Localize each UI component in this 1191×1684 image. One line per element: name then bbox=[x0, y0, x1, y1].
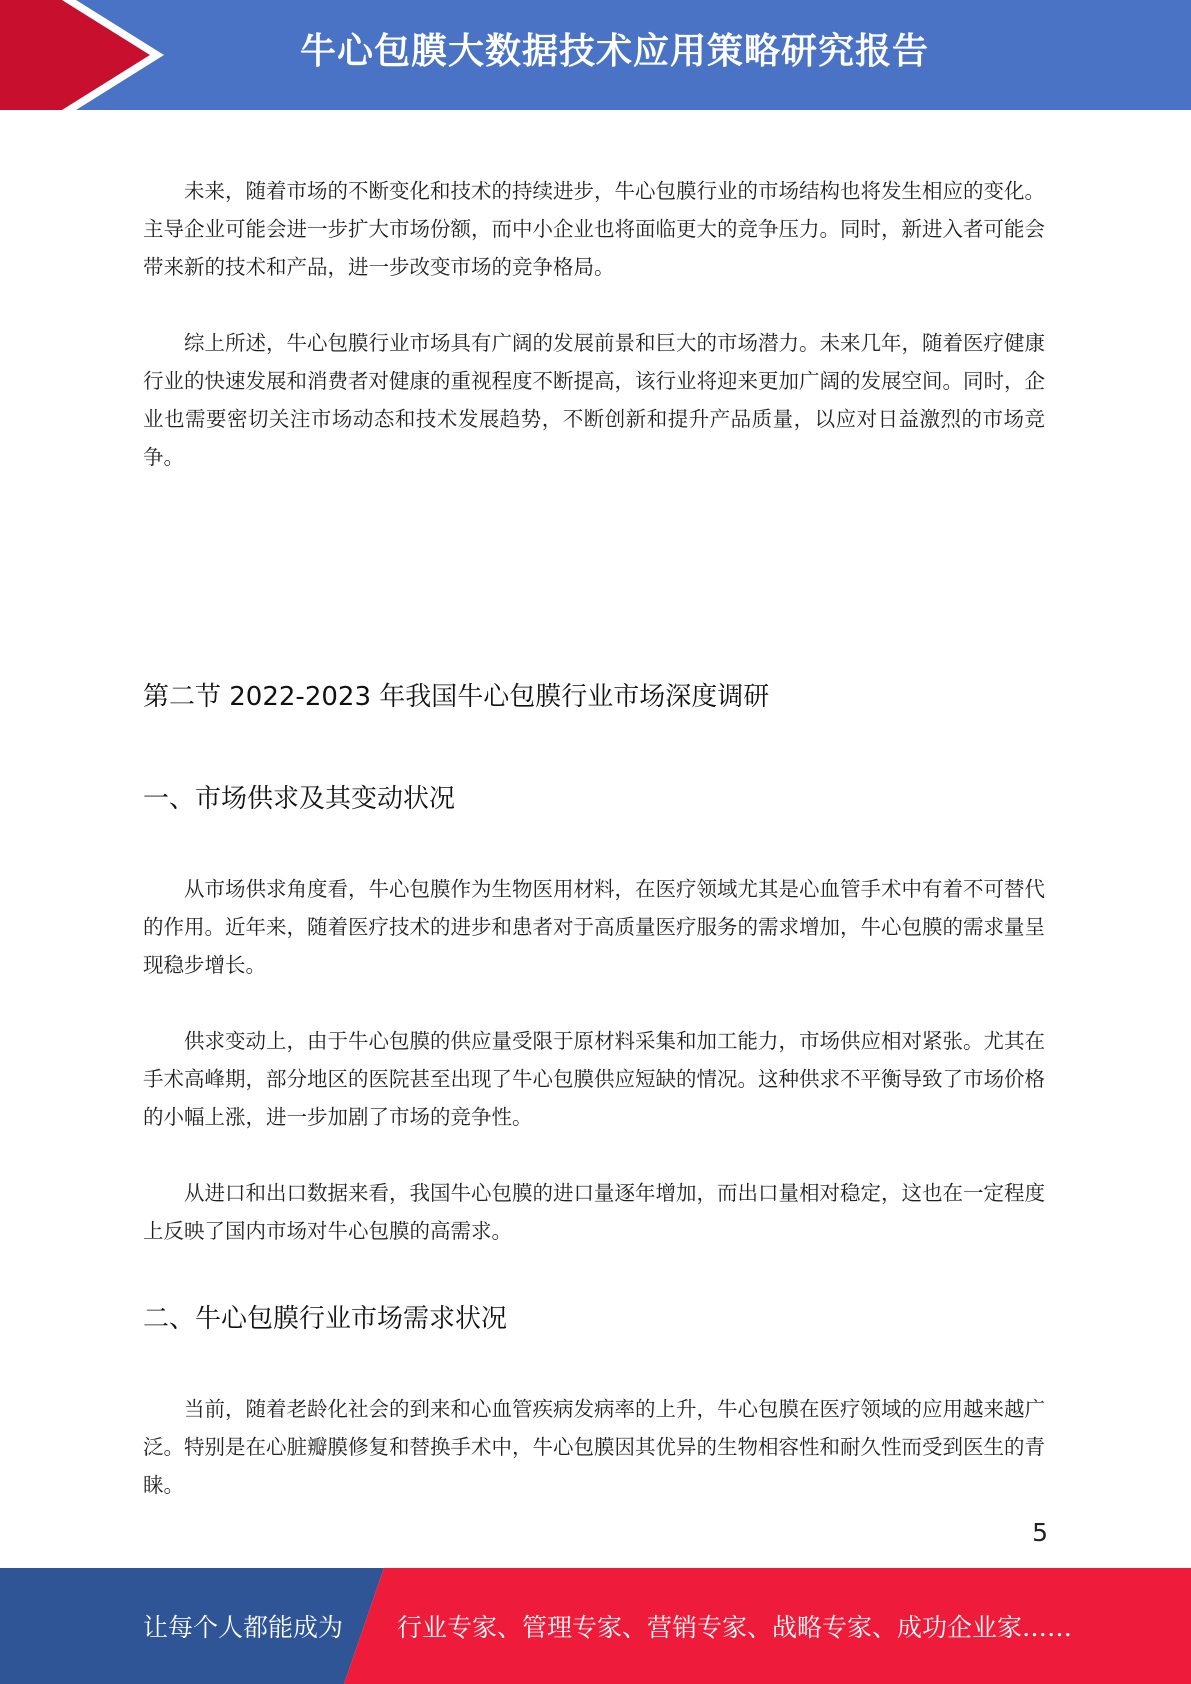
subsection-heading: 一、市场供求及其变动状况 bbox=[143, 784, 456, 814]
paragraph: 当前，随着老龄化社会的到来和心血管疾病发病率的上升，牛心包膜在医疗领域的应用越来越广泛。特别是在心脏瓣膜修复和替换手术中，牛心包膜因其优异的生物相容性和耐久性而受到医生的青睐。 bbox=[143, 1397, 1045, 1497]
footer-slogan-right: 行业专家、管理专家、营销专家、战略专家、成功企业家…… bbox=[397, 1613, 1073, 1642]
header-title: 牛心包膜大数据技术应用策略研究报告 bbox=[300, 31, 930, 72]
subsection-heading: 二、牛心包膜行业市场需求状况 bbox=[143, 1304, 508, 1334]
page-footer bbox=[0, 1568, 1191, 1684]
paragraph: 综上所述，牛心包膜行业市场具有广阔的发展前景和巨大的市场潜力。未来几年，随着医疗健康行业的快速发展和消费者对健康的重视程度不断提高，该行业将迎来更加广阔的发展空间。同时，企业也需要密切关注市场动态和技术发展趋势，不断创新和提升产品质量，以应对日益激烈的市场竞争。 bbox=[143, 331, 1045, 469]
paragraph: 供求变动上，由于牛心包膜的供应量受限于原材料采集和加工能力，市场供应相对紧张。尤其在手术高峰期，部分地区的医院甚至出现了牛心包膜供应短缺的情况。这种供求不平衡导致了市场价格的小幅上涨，进一步加剧了市场的竞争性。 bbox=[143, 1029, 1045, 1129]
footer-slogan-left: 让每个人都能成为 bbox=[143, 1613, 344, 1642]
paragraph: 从进口和出口数据来看，我国牛心包膜的进口量逐年增加，而出口量相对稳定，这也在一定程度上反映了国内市场对牛心包膜的高需求。 bbox=[143, 1181, 1045, 1243]
paragraph: 未来，随着市场的不断变化和技术的持续进步，牛心包膜行业的市场结构也将发生相应的变化。主导企业可能会进一步扩大市场份额，而中小企业也将面临更大的竞争压力。同时，新进入者可能会带来新的技术和产品，进一步改变市场的竞争格局。 bbox=[143, 179, 1045, 279]
section-heading: 第二节 2022-2023 年我国牛心包膜行业市场深度调研 bbox=[143, 682, 770, 712]
page-number: 5 bbox=[1032, 1518, 1048, 1547]
page-header bbox=[0, 0, 1191, 110]
paragraph: 从市场供求角度看，牛心包膜作为生物医用材料，在医疗领域尤其是心血管手术中有着不可替代的作用。近年来，随着医疗技术的进步和患者对于高质量医疗服务的需求增加，牛心包膜的需求量呈现稳步增长。 bbox=[143, 877, 1045, 977]
